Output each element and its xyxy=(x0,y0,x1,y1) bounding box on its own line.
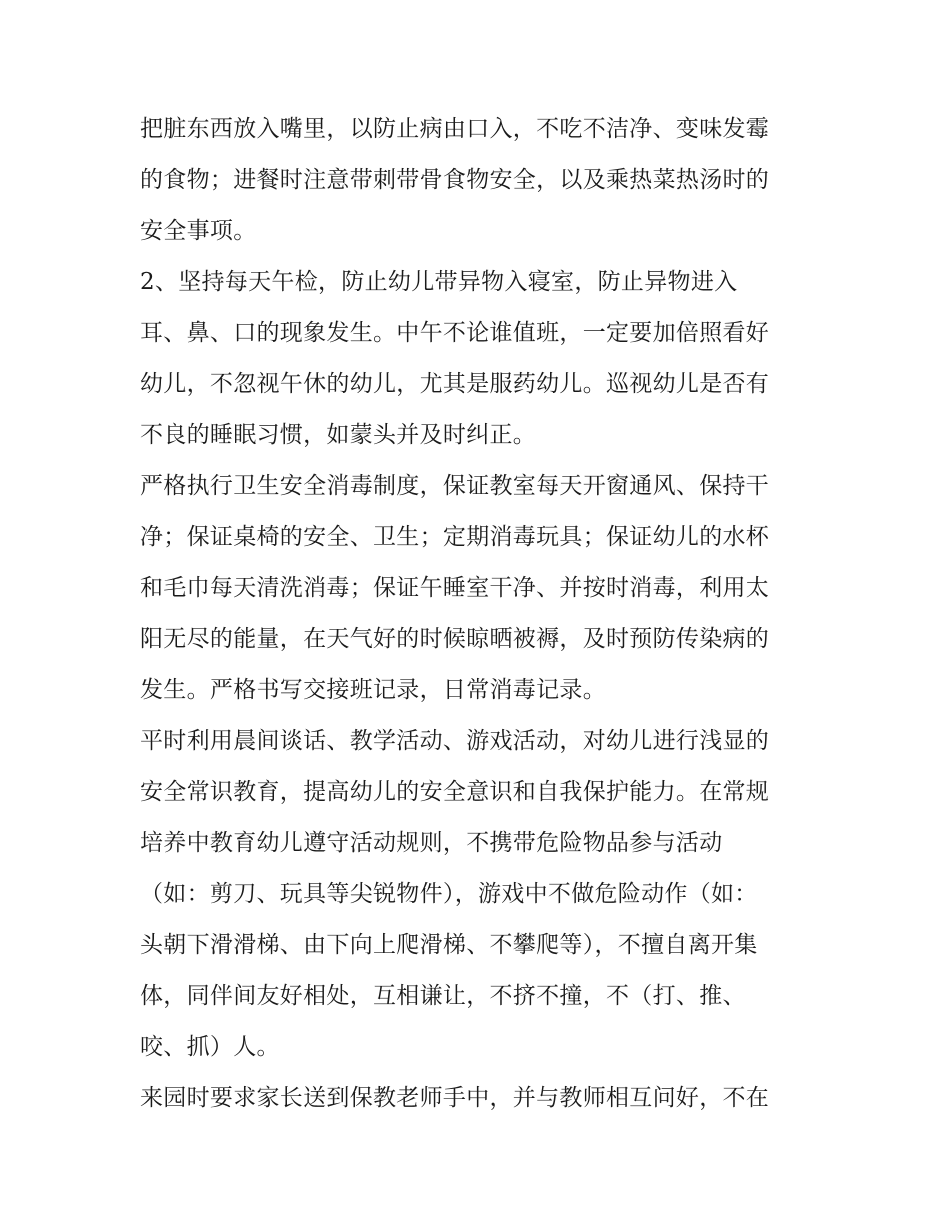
text-line: 安全常识教育，提高幼儿的安全意识和自我保护能力。在常规 xyxy=(140,779,770,805)
text-line: 培养中教育幼儿遵守活动规则，不携带危险物品参与活动 xyxy=(140,830,723,856)
text-line: 安全事项。 xyxy=(140,218,257,244)
text-line: 咬、抓）人。 xyxy=(140,1034,280,1060)
text-line: 把脏东西放入嘴里，以防止病由口入，不吃不洁净、变味发霉 xyxy=(140,116,770,142)
text-line: 2、坚持每天午检，防止幼儿带异物入寝室，防止异物进入 xyxy=(140,269,738,295)
text-line: 来园时要求家长送到保教老师手中，并与教师相互问好，不在 xyxy=(140,1085,770,1111)
text-line: 的食物；进餐时注意带刺带骨食物安全，以及乘热菜热汤时的 xyxy=(140,167,770,193)
text-line: （如：剪刀、玩具等尖锐物件），游戏中不做危险动作（如： xyxy=(140,881,758,907)
text-line: 净；保证桌椅的安全、卫生；定期消毒玩具；保证幼儿的水杯 xyxy=(140,524,770,550)
text-line: 幼儿，不忽视午休的幼儿，尤其是服药幼儿。巡视幼儿是否有 xyxy=(140,371,770,397)
text-line: 耳、鼻、口的现象发生。中午不论谁值班，一定要加倍照看好 xyxy=(140,320,770,346)
text-line: 体，同伴间友好相处，互相谦让，不挤不撞，不（打、推、 xyxy=(140,983,746,1009)
text-line: 平时利用晨间谈话、教学活动、游戏活动，对幼儿进行浅显的 xyxy=(140,728,770,754)
text-line: 头朝下滑滑梯、由下向上爬滑梯、不攀爬等），不擅自离开集 xyxy=(140,932,758,958)
text-line: 严格执行卫生安全消毒制度，保证教室每天开窗通风、保持干 xyxy=(140,473,770,499)
text-line: 和毛巾每天清洗消毒；保证午睡室干净、并按时消毒，利用太 xyxy=(140,575,770,601)
text-line: 阳无尽的能量，在天气好的时候晾晒被褥，及时预防传染病的 xyxy=(140,626,770,652)
text-line: 不良的睡眠习惯，如蒙头并及时纠正。 xyxy=(140,422,537,448)
text-line: 发生。严格书写交接班记录，日常消毒记录。 xyxy=(140,677,606,703)
